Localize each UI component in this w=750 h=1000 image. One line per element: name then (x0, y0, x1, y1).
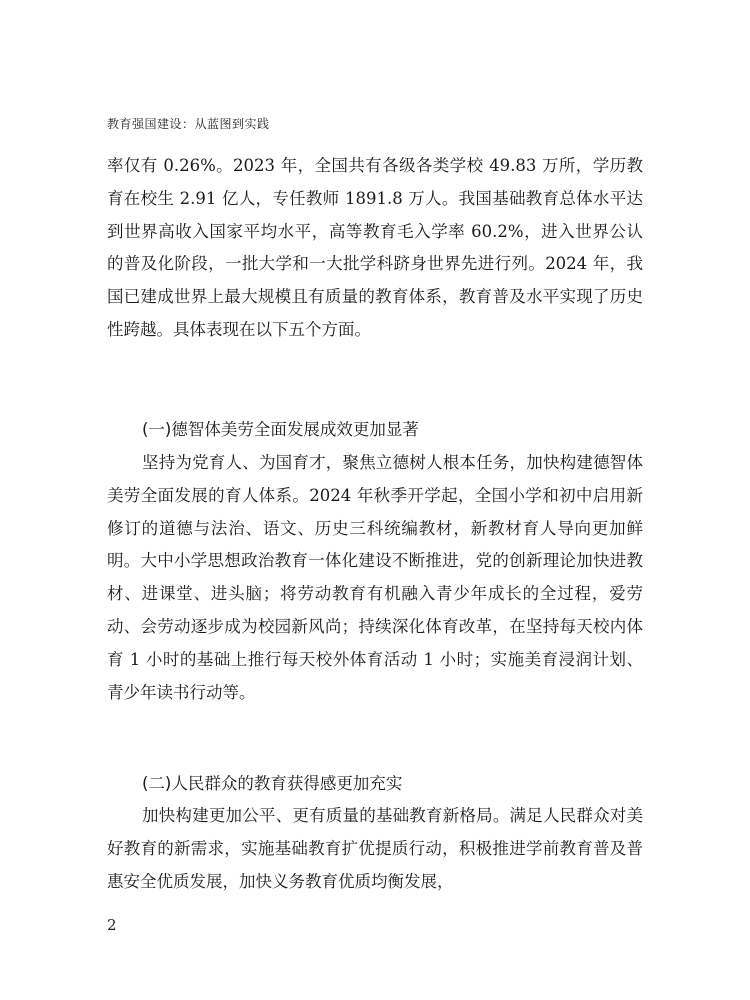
section-1-body-block (107, 447, 643, 709)
section-heading-1: (一)德智体美劳全面发展成效更加显著 (142, 420, 419, 439)
section-2-body-block (107, 800, 643, 898)
section-1-paragraph: 坚持为党育人、为国育才，聚焦立德树人根本任务，加快构建德智体美劳全面发展的育人体系。2024 年秋季开学起，全国小学和初中启用新修订的道德与法治、语文、历史三科统编教材，新教材育人导向更加鲜明。大中小学思想政治教育一体化建设不断推进，党的创新理论加快进教材、进课堂、进头脑；将劳动教育有机融入青少年成长的全过程，爱劳动、会劳动逐步成为校园新风尚；持续深化体育改革，在坚持每天校内体育 1 小时的基础上推行每天校外体育活动 1 小时；实施美育浸润计划、青少年读书行动等。 (107, 453, 643, 702)
intro-paragraph: 率仅有 0.26%。2023 年，全国共有各级各类学校 49.83 万所，学历教育在校生 2.91 亿人，专任教师 1891.8 万人。我国基础教育总体水平达到世界高收入国家平均水平，高等教育毛入学率 60.2%，进入世界公认的普及化阶段，一批大学和一大批学科跻身世界先进行列。2024 年，我国已建成世界上最大规模且有质量的教育体系，教育普及水平实现了历史性跨越。具体表现在以下五个方面。 (107, 156, 643, 339)
running-header: 教育强国建设：从蓝图到实践 (107, 117, 270, 131)
page-number: 2 (107, 916, 117, 934)
section-heading-2: (二)人民群众的教育获得感更加充实 (142, 774, 403, 793)
section-2-paragraph: 加快构建更加公平、更有质量的基础教育新格局。满足人民群众对美好教育的新需求，实施基础教育扩优提质行动，积极推进学前教育普及普惠安全优质发展，加快义务教育优质均衡发展， (107, 806, 643, 891)
intro-paragraph-block (107, 150, 643, 347)
